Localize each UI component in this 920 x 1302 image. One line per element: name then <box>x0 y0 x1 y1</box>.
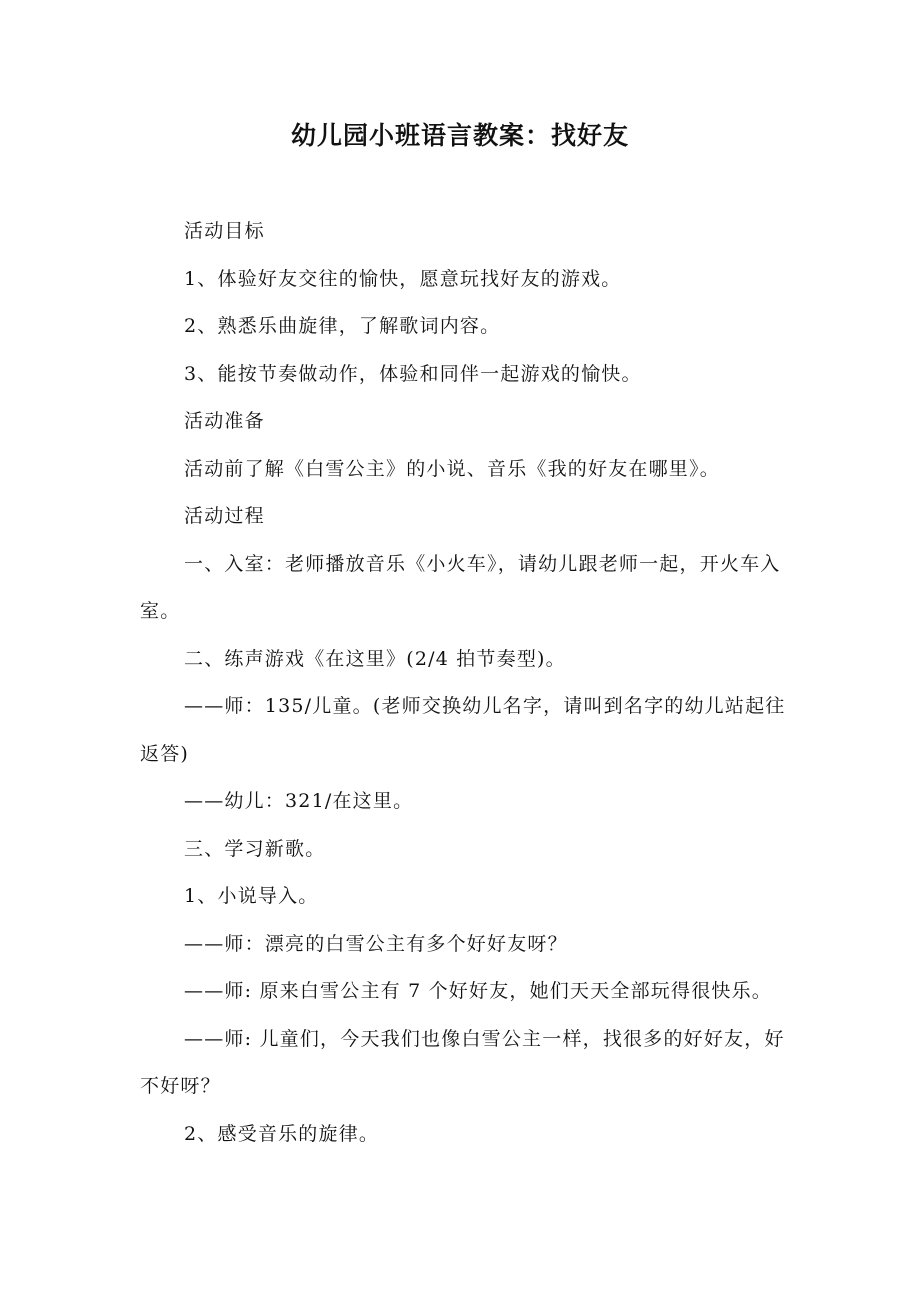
section-heading-preparation: 活动准备 <box>184 410 265 432</box>
sub-step: 1、小说导入。 <box>184 885 319 907</box>
process-step: 二、练声游戏《在这里》(2/4 拍节奏型)。 <box>184 647 566 670</box>
section-heading-goals: 活动目标 <box>184 220 265 242</box>
sub-step: 2、感受音乐的旋律。 <box>184 1122 380 1145</box>
dialogue-line: ——师: 原来白雪公主有 7 个好好友，她们天天全部玩得很快乐。 <box>184 980 773 1002</box>
section-heading-process: 活动过程 <box>184 505 265 527</box>
document-title: 幼儿园小班语言教案：找好友 <box>290 121 629 150</box>
process-step: 一、入室：老师播放音乐《小火车》，请幼儿跟老师一起，开火车入室。 <box>140 552 781 622</box>
goal-item: 3、能按节奏做动作，体验和同伴一起游戏的愉快。 <box>184 362 642 385</box>
preparation-text: 活动前了解《白雪公主》的小说、音乐《我的好友在哪里》。 <box>184 457 720 480</box>
goal-item: 2、熟悉乐曲旋律，了解歌词内容。 <box>184 315 501 337</box>
dialogue-line: ——幼儿：321/在这里。 <box>184 790 414 812</box>
document-body <box>140 208 788 1158</box>
dialogue-line: ——师: 儿童们，今天我们也像白雪公主一样，找很多的好好友，好不好呀？ <box>140 1027 785 1097</box>
dialogue-line: ——师：135/儿童。(老师交换幼儿名字，请叫到名字的幼儿站起往返答) <box>140 695 786 765</box>
goal-item: 1、体验好友交往的愉快，愿意玩找好友的游戏。 <box>184 267 622 290</box>
dialogue-line: ——师：漂亮的白雪公主有多个好好友呀？ <box>184 932 568 955</box>
process-step: 三、学习新歌。 <box>184 837 326 860</box>
